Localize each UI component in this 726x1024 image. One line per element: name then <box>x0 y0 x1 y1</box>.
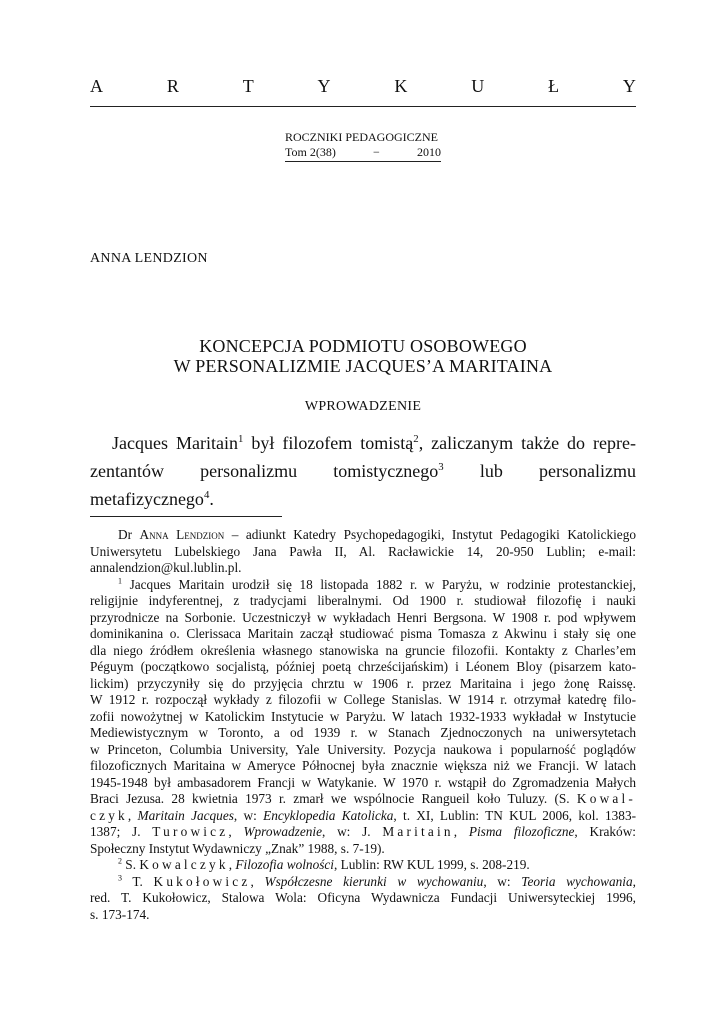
footnote-line: czyk, Maritain Jacques, w: Encyklopedia Katolicka, t. XI, Lublin: TN KUL 2006, kol. 1383- <box>90 807 637 823</box>
section-letter: Y <box>622 76 636 96</box>
journal-dash: − <box>373 145 380 159</box>
title-line: KONCEPCJA PODMIOTU OSOBOWEGO <box>199 336 527 356</box>
body-line: zentantów personalizmu tomistycznego$^3$ lub personalizmu metafizycznego$^4$. <box>90 461 636 509</box>
journal-rule <box>285 161 441 162</box>
footnote-line: religijnie indyferentnej, z tradycjami liberalnymi. Od 1900 r. studiował filozofię i nauki <box>90 593 636 608</box>
footnote-email[interactable]: annalendzion@kul.lublin.pl. <box>90 560 242 575</box>
title-line: W PERSONALIZMIE JACQUES’A MARITAINA <box>173 356 553 376</box>
journal-year: 2010 <box>416 145 441 159</box>
journal-volume: Tom 2(38) <box>285 145 336 159</box>
footnote-line: dominikanina o. Clerissaca Maritain zaczął studiować pisma Tomasza z Akwinu i stały się one <box>90 626 636 641</box>
author-footnote <box>90 527 636 577</box>
section-header <box>90 76 636 97</box>
footnote-line: 1945-1948 był ambasadorem Francji w Watykanie. W 1970 r. wstąpił do Zgromadzenia Małych <box>90 774 636 790</box>
footnotes <box>90 527 636 923</box>
footnote-3 <box>90 874 636 924</box>
footnote-separator <box>90 516 282 517</box>
footnote-line: red. T. Kukołowicz, Stalowa Wola: Oficyna Wydawnicza Fundacji Uniwersyteckiej 1996, <box>90 890 636 905</box>
footnote-line: przyrodnicze na Sorbonie. Uczestniczył w wykładach Henri Bergsona. W 1908 r. pod wpływem <box>90 609 636 625</box>
footnote-line: W 1912 r. rozpoczął wykłady z filozofii w College Stanislas. W 1914 r. otrzymał katedrę filo- <box>90 692 636 707</box>
section-letter: U <box>471 76 485 96</box>
footnote-ref[interactable]: 4 <box>203 489 210 501</box>
section-letter: R <box>166 76 179 96</box>
journal-info <box>285 130 443 162</box>
footnote-line: Dr Anna Lendzion – adiunkt Katedry Psychopedagogiki, Instytut Pedagogiki Katolickiego <box>118 527 637 542</box>
footnote-line: lickim) przyczyniły się do przyjęcia chrztu w 1906 r. przez Maritaina i jego żonę Raissę. <box>90 675 636 691</box>
footnote-line: $^1$ Jacques Maritain urodził się 18 listopada 1882 r. w Paryżu, w rodzinie protestanckiej, <box>118 576 636 592</box>
author-name: ANNA LENDZION <box>90 251 208 266</box>
footnote-ref[interactable]: 2 <box>413 433 419 445</box>
section-letter: K <box>394 76 408 96</box>
footnote-line: Braci Jezusa. 28 kwietnia 1973 r. zmarł we wspólnocie Rangueil koło Tuluzy. (S. Kowal- <box>90 791 636 806</box>
footnote-line: s. 173-174. <box>90 906 150 922</box>
body-paragraph <box>90 429 636 513</box>
footnote-line: dla niego źródłem określenia własnego stanowiska na gruncie filozofii. Kontakty z Charles’em <box>90 642 636 658</box>
footnote-1 <box>90 577 636 858</box>
journal-volume-line <box>285 145 443 160</box>
footnote-line: $^2$ S. Kowalczyk, Filozofia wolności, Lublin: RW KUL 1999, s. 208-219. <box>118 856 530 872</box>
journal-name: ROCZNIKI PEDAGOGICZNE <box>285 130 438 144</box>
section-letter: Ł <box>548 76 560 96</box>
body-line: Jacques Maritain$^1$ był filozofem tomistą$^2$, zaliczanym także do repre- <box>112 433 636 453</box>
section-letter: Y <box>317 76 331 96</box>
footnote-ref[interactable]: 1 <box>237 433 244 445</box>
footnote-2 <box>90 857 636 874</box>
footnote-line: filozoficznych Maritaina w Ameryce Północnej była znacznie większa niż we Francji. W latach <box>90 758 636 773</box>
footnote-line: Péguym (początkowo socjalistą, później poetą chrześcijańskim) i Léonem Bloy (pisarzem kato- <box>90 659 636 674</box>
footnote-line: 1387; J. Turowicz, Wprowadzenie, w: J. Maritain, Pisma filozoficzne, Kraków: <box>90 824 636 839</box>
footnote-line: Uniwersytetu Lubelskiego Jana Pawła II, Al. Racławickie 14, 20-950 Lublin; e-mail: <box>90 543 636 559</box>
section-letter: T <box>242 76 254 96</box>
article-title <box>90 336 636 376</box>
footnote-line: w Princeton, Columbia University, Yale University. Pozycja naukowa i popularność poglądów <box>90 741 636 757</box>
footnote-ref[interactable]: 3 <box>438 461 444 473</box>
header-rule <box>90 106 636 107</box>
footnote-line: Mediewistycznym w Toronto, a od 1939 r. w Stanach Zjednoczonych na uniwersytetach <box>90 725 636 740</box>
section-letter: A <box>90 76 103 96</box>
footnote-line: zofii nowożytnej w Katolickim Instytucie w Paryżu. W latach 1932-1933 wykładał w Instytucie <box>90 708 636 724</box>
section-subheading: WPROWADZENIE <box>304 399 422 414</box>
footnote-line: $^3$ T. Kukołowicz, Współczesne kierunki w wychowaniu, w: Teoria wychowania, <box>118 873 636 889</box>
footnote-line: Społeczny Instytut Wydawniczy „Znak” 1988, s. 7-19). <box>90 840 385 856</box>
